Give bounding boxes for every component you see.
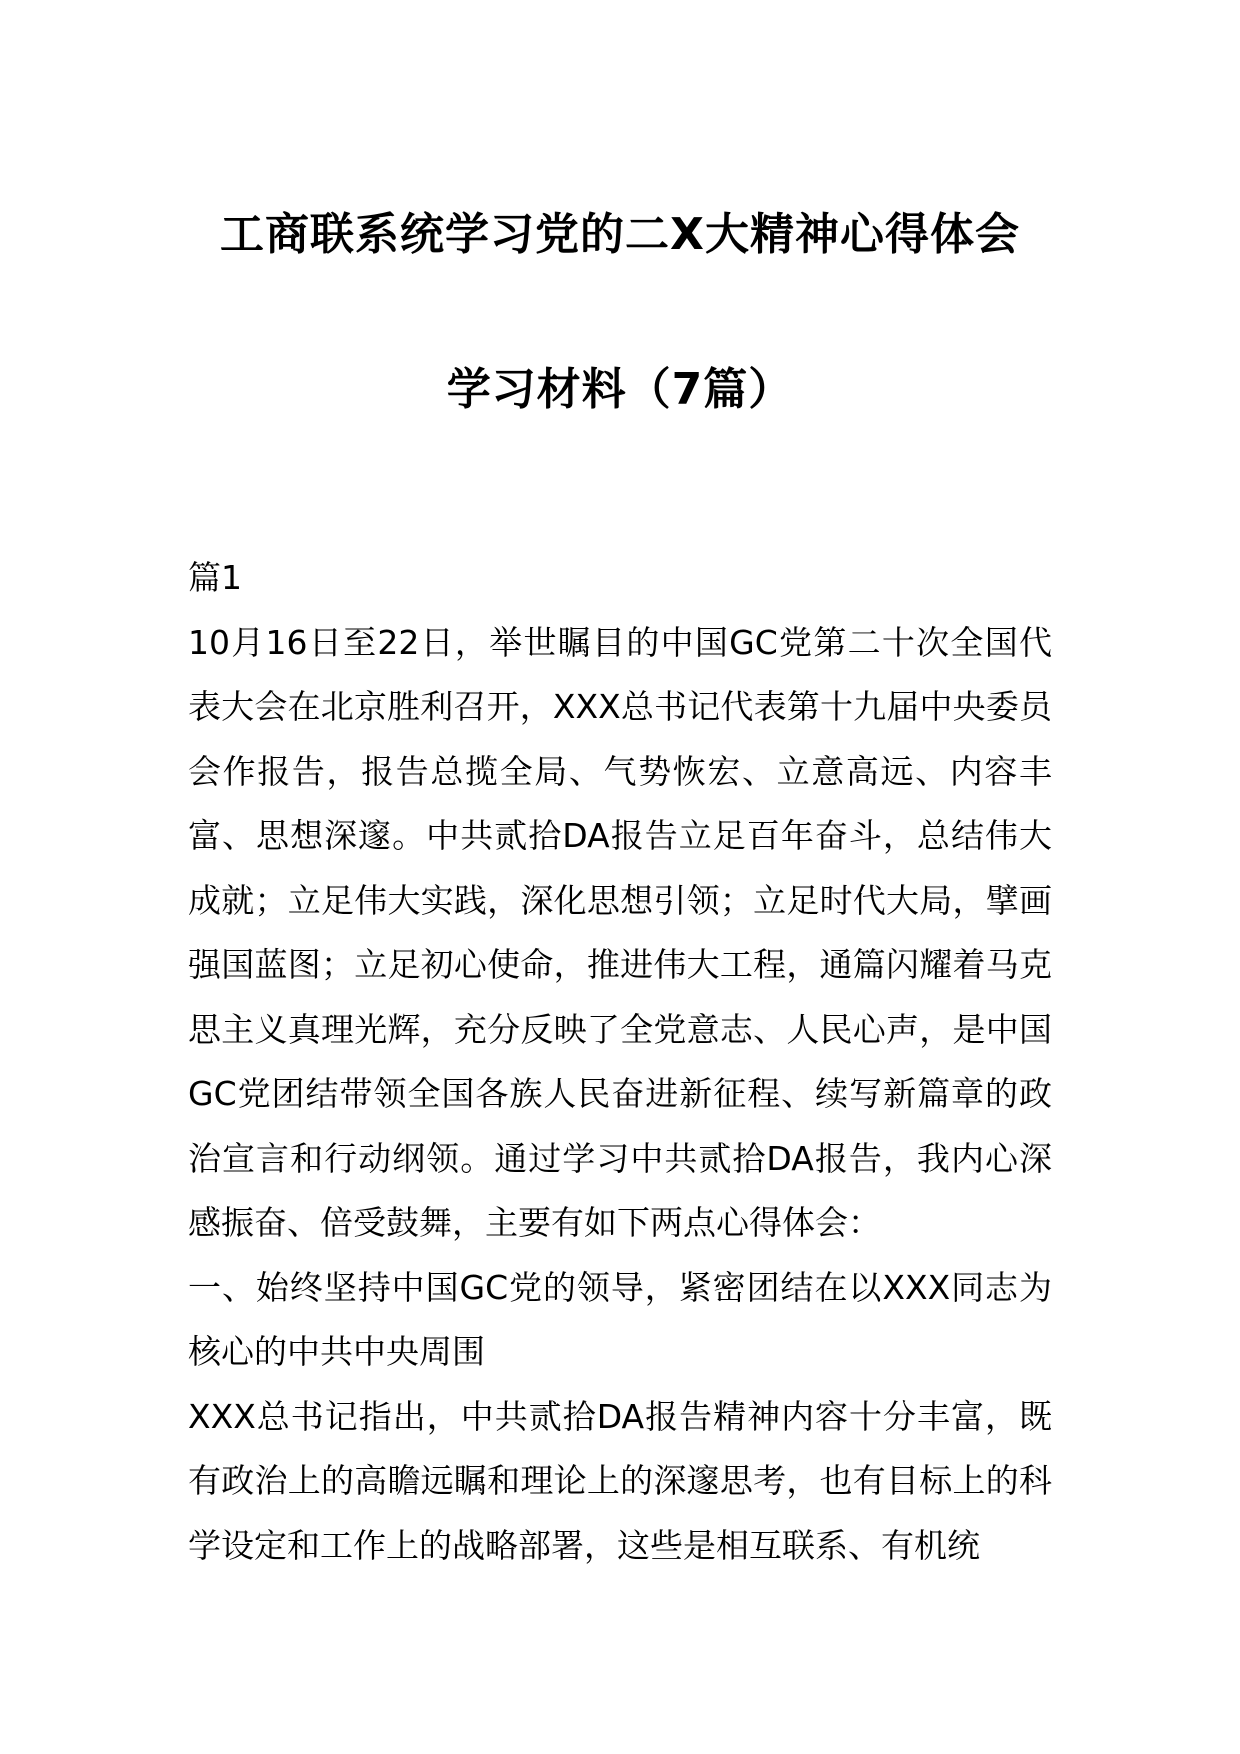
paragraph-body-1: XXX总书记指出，中共贰拾DA报告精神内容十分丰富，既有政治上的高瞻远瞩和理论上的深邃思考，也有目标上的科学设定和工作上的战略部署，这些是相互联系、有机统 <box>188 1396 1052 1565</box>
document-body <box>188 546 1052 1578</box>
document-title-line-1: 工商联系统学习党的二X大精神心得体会 <box>220 209 1020 260</box>
paragraph-intro: 10月16日至22日，举世瞩目的中国GC党第二十次全国代表大会在北京胜利召开，XXX总书记代表第十九届中央委员会作报告，报告总揽全局、气势恢宏、立意高远、内容丰富、思想深邃。中共贰拾DA报告立足百年奋斗，总结伟大成就；立足伟大实践，深化思想引领；立足时代大局，擘画强国蓝图；立足初心使命，推进伟大工程，通篇闪耀着马克思主义真理光辉，充分反映了全党意志、人民心声，是中国GC党团结带领全国各族人民奋进新征程、续写新篇章的政治宣言和行动纲领。通过学习中共贰拾DA报告，我内心深感振奋、倍受鼓舞，主要有如下两点心得体会： <box>188 622 1052 1242</box>
section-label: 篇1 <box>188 558 242 597</box>
paragraph-heading-1: 一、始终坚持中国GC党的领导，紧密团结在以XXX同志为核心的中共中央周围 <box>188 1267 1052 1371</box>
document-title-line-2: 学习材料（7篇） <box>446 364 794 415</box>
